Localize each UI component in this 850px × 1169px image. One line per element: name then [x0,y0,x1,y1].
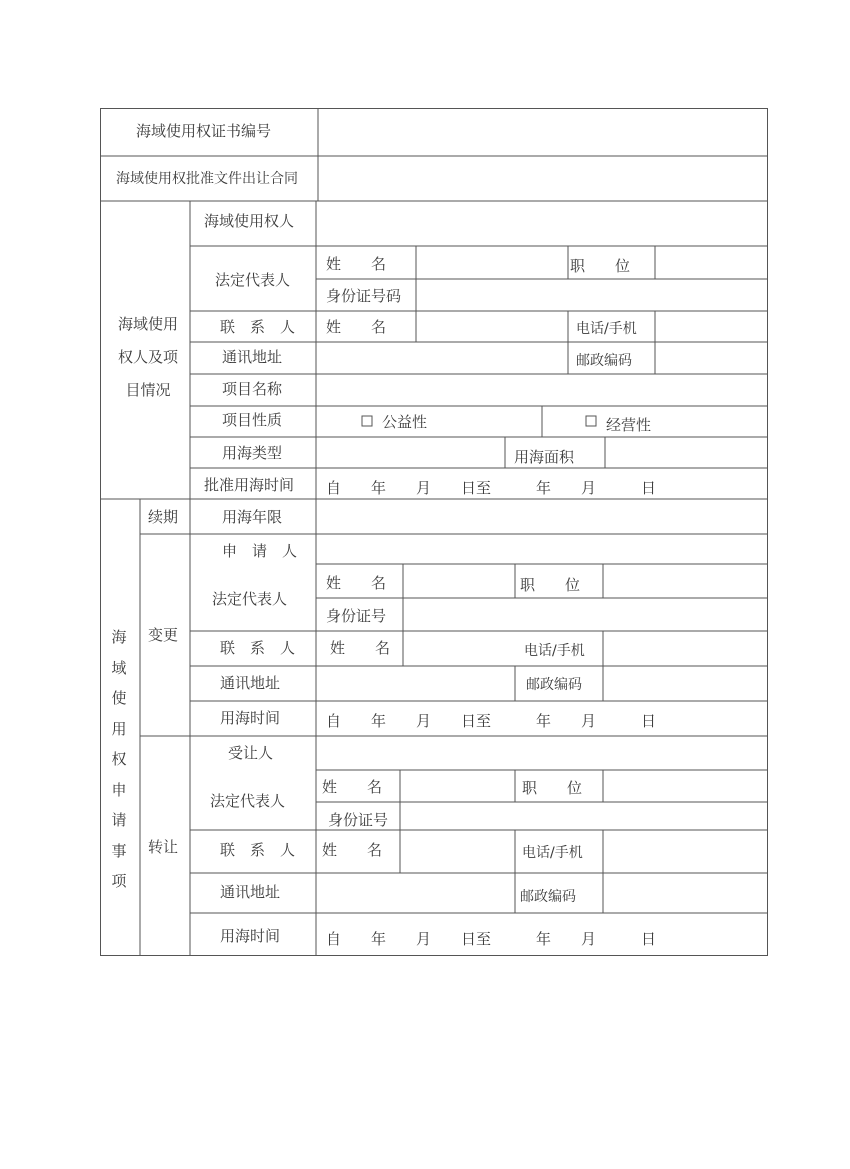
change-label: 变更 [148,626,179,644]
change-name-label: 姓 名 [326,574,387,592]
transferee-label: 受让人 [228,744,274,762]
change-contact-name-label: 姓 名 [330,639,391,657]
sea-term-label: 用海年限 [222,508,283,526]
sea-area-label: 用海面积 [514,448,575,466]
section1-title: 海域使用权人及项目情况 [118,315,179,399]
sea-user-label: 海域使用权人 [204,212,295,230]
project-name-label: 项目名称 [222,380,283,398]
id-number-label: 身份证号码 [326,287,402,305]
change-id-label: 身份证号 [326,607,387,625]
renewal-label: 续期 [148,508,179,526]
transfer-address-label: 通讯地址 [220,883,281,901]
approved-period-dates: 自 年 月 日至 年 月 日 [326,479,657,497]
change-address-label: 通讯地址 [220,674,281,692]
contact-label: 联 系 人 [220,318,296,336]
contact-name-label: 姓 名 [326,318,387,336]
transfer-position-label: 职 位 [522,779,583,797]
change-contact-label: 联 系 人 [220,639,296,657]
table-grid-lines [100,108,768,956]
checkbox-icon [586,416,596,426]
change-position-label: 职 位 [520,576,581,594]
sea-use-type-label: 用海类型 [222,444,283,462]
transfer-legal-rep-label: 法定代表人 [210,792,286,810]
transfer-period-dates: 自 年 月 日至 年 月 日 [326,930,657,948]
approval-document-label: 海域使用权批准文件出让合同 [116,171,298,187]
phone-label: 电话/手机 [576,321,637,337]
transfer-name-label: 姓 名 [322,778,383,796]
sea-area-form-table [100,108,768,956]
transfer-phone-label: 电话/手机 [522,845,583,861]
transfer-contact-name-label: 姓 名 [322,841,383,859]
change-postcode-label: 邮政编码 [526,677,582,693]
name-label: 姓 名 [326,255,387,273]
address-label: 通讯地址 [222,348,283,366]
change-period-dates: 自 年 月 日至 年 月 日 [326,712,657,730]
applicant-label: 申 请 人 [222,542,298,560]
position-label: 职 位 [570,257,631,275]
change-period-label: 用海时间 [220,709,281,727]
transfer-period-label: 用海时间 [220,927,281,945]
project-nature-label: 项目性质 [222,411,283,429]
section2-title: 海域使用权申请事项 [111,628,127,890]
postcode-label: 邮政编码 [576,353,632,369]
approved-period-label: 批准用海时间 [204,476,295,494]
transfer-id-label: 身份证号 [328,811,389,829]
change-legal-rep-label: 法定代表人 [212,590,288,608]
transfer-contact-label: 联 系 人 [220,841,296,859]
commercial-option-label: 经营性 [606,416,652,434]
change-phone-label: 电话/手机 [524,643,585,659]
checkbox-icon [362,416,372,426]
transfer-postcode-label: 邮政编码 [520,889,576,905]
transfer-label: 转让 [148,838,179,856]
certificate-number-label: 海域使用权证书编号 [136,122,272,140]
public-option-label: 公益性 [382,413,428,431]
legal-rep-label: 法定代表人 [215,271,291,289]
